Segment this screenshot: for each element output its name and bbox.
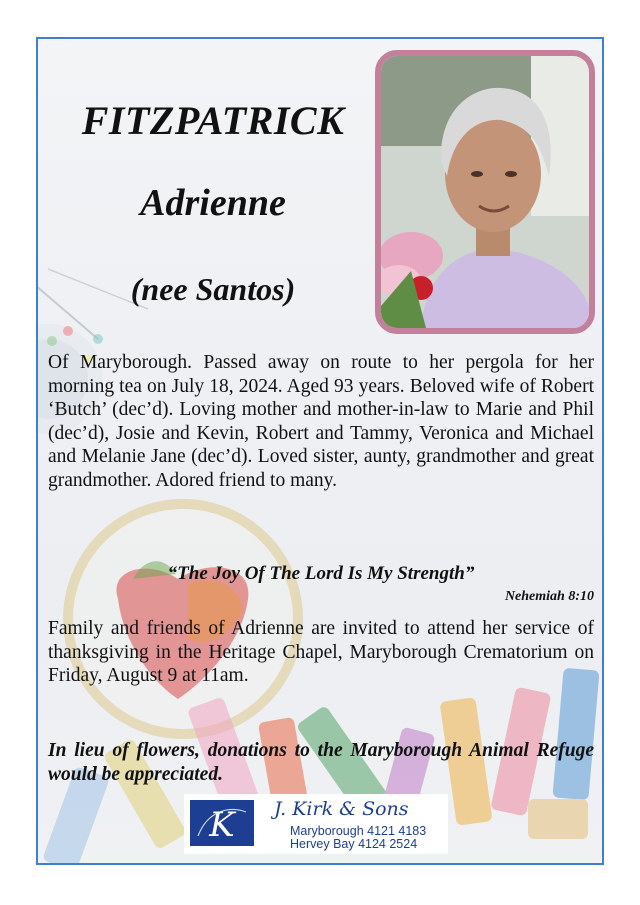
biography-paragraph: Of Maryborough. Passed away on route to her pergola for her morning tea on July 18, 2024. Aged 93 years. Beloved wife of Robert ‘Butch’ (dec’d). Loving mother and mother-in-law to Marie and Phil (dec’d), Josie and Kevin, Robert and Tammy, Veronica and Michael and Melanie Jane (dec’d). Loved sister, aunty, grandmother and great grandmother. Adored friend to many. — [48, 352, 594, 491]
logo-letter: K — [209, 805, 235, 845]
portrait-image — [381, 56, 589, 328]
verse-reference: Nehemiah 8:10 — [504, 589, 594, 604]
service-details: Family and friends of Adrienne are invited to attend her service of thanksgiving in the Heritage Chapel, Maryborough Crematorium on Friday, August 9 at 11am. — [48, 618, 594, 687]
hervey-bay-phone: Hervey Bay 4124 2524 — [290, 837, 418, 851]
notice-frame — [36, 37, 604, 865]
portrait-photo — [375, 50, 595, 334]
funeral-director-logo — [184, 794, 448, 854]
maiden-name: (nee Santos) — [130, 271, 296, 307]
maryborough-phone: Maryborough 4121 4183 — [290, 824, 427, 838]
funeral-director-name: J. Kirk & Sons — [274, 798, 409, 820]
verse-quote: “The Joy Of The Lord Is My Strength” — [167, 563, 475, 584]
surname: FITZPATRICK — [81, 98, 345, 143]
kirk-monogram-icon — [190, 800, 254, 846]
given-name: Adrienne — [140, 182, 286, 224]
donations-note: In lieu of flowers, donations to the Maryborough Animal Refuge would be appreciated. — [48, 740, 594, 785]
